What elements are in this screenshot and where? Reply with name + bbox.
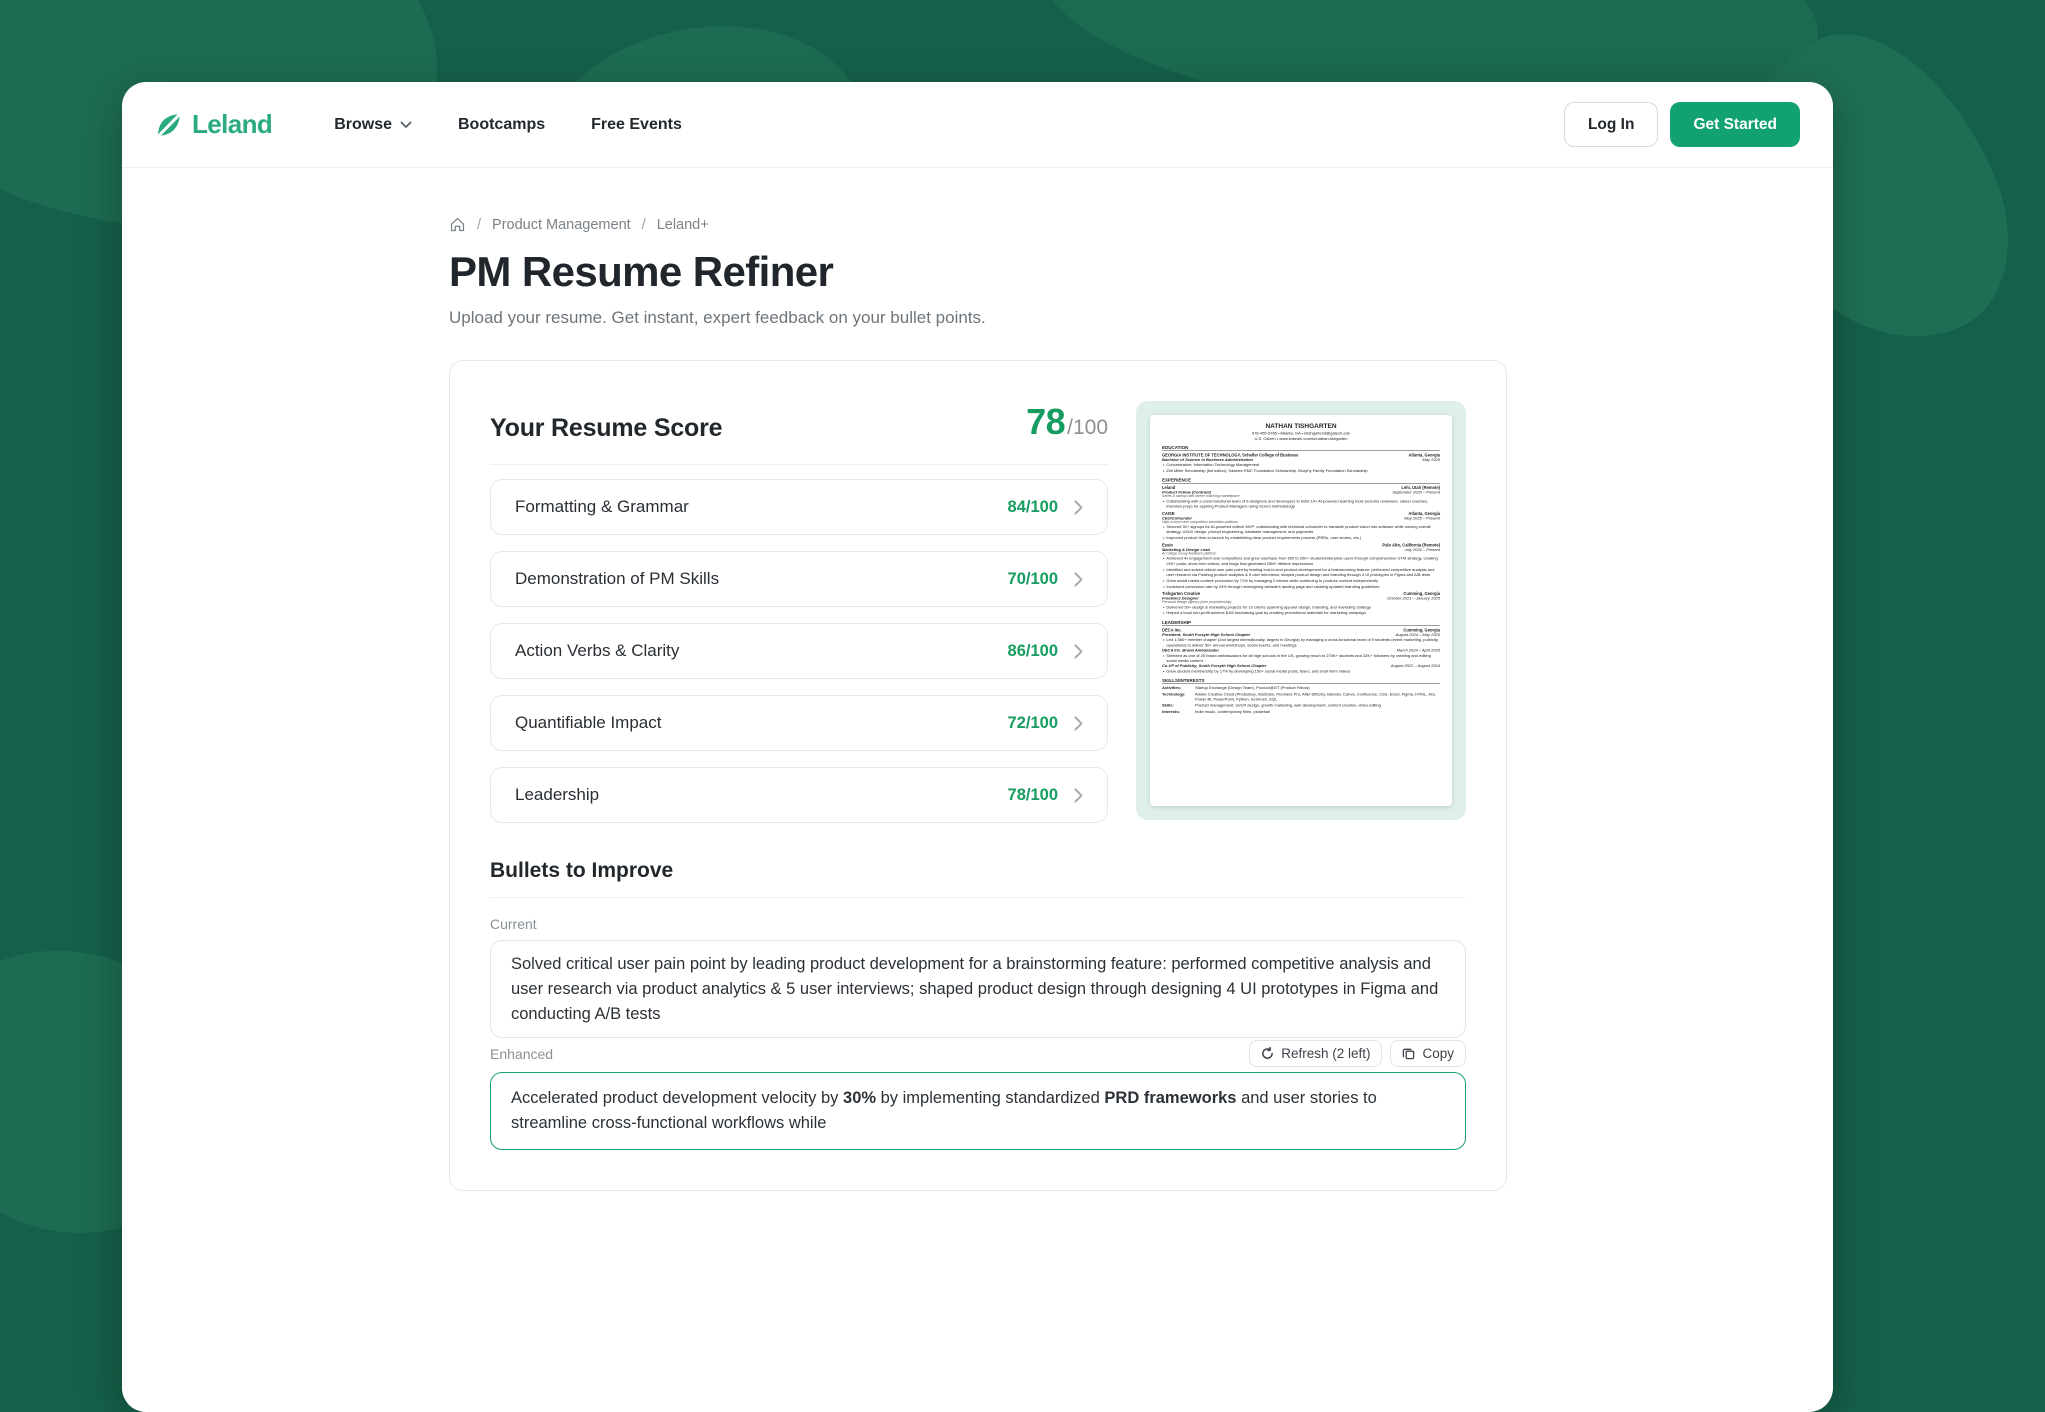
resume-line: • Identified and solved critical user pain point by leading end-to-end product development for a brainstorming feature: performed competitive analysis and user research via Posthog product analytics & 5 user interviews; shaped product design and branding through 4 UI prototypes in Figma and A/B tests — [1163, 567, 1435, 577]
resume-line: Marketing & Design Lead July 2024 – Present — [1162, 547, 1440, 552]
score-row-value — [1008, 570, 1083, 589]
resume-line: • Improved product time-to-launch by establishing clear product requirements process (PRDs, user stories, etc.) — [1163, 535, 1362, 541]
resume-line: • Grew student membership by 17% by developing 150+ social media posts, flyers, and short-form videos — [1163, 668, 1351, 674]
nav-label: Bootcamps — [458, 115, 546, 133]
leland-logo[interactable] — [155, 109, 272, 140]
overall-score-denominator: /100 — [1067, 416, 1108, 439]
header-actions — [1564, 102, 1800, 147]
resume-line: Skills: Product management, UI/UX design, growth marketing, web development, content creation, video editing — [1162, 703, 1381, 708]
overall-score — [1026, 401, 1108, 443]
resume-preview-page — [1150, 415, 1452, 806]
resume-line: Interests: Indie music, contemporary films, pickleball — [1162, 709, 1270, 714]
score-heading: Your Resume Score — [490, 414, 723, 442]
enhanced-toolbar — [490, 1040, 1466, 1067]
resume-line: • Zell Miller Scholarship (full tuition), Sawnee EMC Foundation Scholarship, Murphy Family Foundation Scholarship — [1163, 468, 1368, 473]
resume-line: • Selected as one of 20 brand ambassadors for all high schools in the US, growing reach to 270K+ students and 32K+ followers by creating and editing social media content — [1163, 653, 1431, 664]
resume-line: • Increased conversion rate by 24% through redesigning website's landing page and creating updated branding guidelines — [1163, 584, 1380, 589]
resume-line: High-school case competition simulation platform — [1162, 520, 1239, 524]
score-row-formatting-grammar[interactable] — [490, 479, 1108, 535]
resume-line: • Achieved 4x engagement over competitors and grew userbase from 500 to 20K+ student/enterprise users through comprehensive GTM strategy, creating 200+ posts, short-form videos, and blogs that generated 25M+ lifetime impressions — [1163, 556, 1438, 566]
resume-line: Co-VP of Publicity, South Forsyth High School Chapter August 2022 – August 2024 — [1162, 663, 1440, 669]
score-row-label: Quantifiable Impact — [515, 713, 662, 732]
divider — [490, 464, 1108, 465]
resume-line: CEO/Cofounder May 2025 – Present — [1162, 515, 1440, 521]
resume-line: AI college essay feedback platform — [1162, 551, 1217, 556]
refresh-button-label: Refresh (2 left) — [1281, 1046, 1371, 1062]
nav-label: Free Events — [591, 115, 682, 133]
resume-line: • Led 1,580+ member chapter (2nd largest internationally, largest in Georgia) by managing a cross-functional team of 9 students (event marketing, publicity, operations) to deliver 50+ annual workshops, social events, and meetings — [1163, 637, 1439, 648]
get-started-button[interactable]: Get Started — [1670, 102, 1800, 147]
chevron-right-icon — [1074, 788, 1083, 803]
breadcrumb — [449, 216, 1507, 233]
resume-line: Series A startup with career coaching marketplace — [1162, 494, 1240, 499]
score-row-pm-skills[interactable] — [490, 551, 1108, 607]
resume-line: LEADERSHIP — [1162, 620, 1440, 626]
score-row-score: 72/100 — [1007, 713, 1058, 732]
breadcrumb-item-leland-plus[interactable]: Leland+ — [656, 216, 709, 233]
score-row-action-verbs[interactable] — [490, 623, 1108, 679]
nav-item-bootcamps[interactable] — [458, 116, 545, 134]
resume-line: U.S. Citizen • www.linkedin.com/in/nathan-tishgarten — [1254, 436, 1348, 441]
enhanced-bullet-text — [490, 1072, 1466, 1150]
overall-score-number: 78 — [1026, 401, 1066, 442]
leaf-logo-icon — [155, 111, 183, 139]
bullets-to-improve-heading: Bullets to Improve — [490, 859, 674, 882]
resume-line: EXPERIENCE — [1162, 478, 1440, 484]
score-row-label: Formatting & Grammar — [515, 497, 689, 516]
enhanced-text-fragment: 30% — [843, 1089, 877, 1108]
current-bullet-text: Solved critical user pain point by leading product development for a brainstorming feature: performed competitive analysis and user research via product analytics & 5 user interviews; shaped product design through designing 4 UI prototypes in Figma and conducting A/B tests — [490, 940, 1466, 1038]
score-row-value — [1008, 498, 1083, 517]
score-row-quantifiable-impact[interactable] — [490, 695, 1108, 751]
resume-line: DECA Inc. Cumming, Georgia — [1162, 627, 1440, 633]
score-left-column — [490, 401, 1108, 823]
enhanced-text-fragment: PRD frameworks — [1104, 1089, 1237, 1108]
score-row-value — [1008, 642, 1083, 661]
main-content — [449, 168, 1507, 1191]
copy-button-label: Copy — [1422, 1046, 1454, 1062]
home-icon[interactable] — [449, 216, 466, 233]
resume-line: Bachelor of Science in Business Administration May 2029 — [1162, 457, 1440, 462]
breadcrumb-separator: / — [641, 216, 646, 233]
score-row-value — [1008, 714, 1083, 733]
resume-line: GEORGIA INSTITUTE OF TECHNOLOGY, Scheller College of Business Atlanta, Georgia — [1162, 452, 1440, 458]
resume-line: Tishgarten Creative Cumming, Georgia — [1162, 591, 1440, 597]
resume-line: NATHAN TISHGARTEN — [1265, 422, 1337, 430]
score-header — [490, 401, 1108, 443]
resume-score-card — [449, 360, 1507, 1191]
nav-item-free-events[interactable] — [591, 116, 682, 134]
resume-line: EDUCATION — [1162, 445, 1440, 451]
page-title: PM Resume Refiner — [449, 248, 834, 295]
score-row-label: Leadership — [515, 785, 600, 804]
resume-preview-content — [1150, 415, 1452, 715]
resume-line: Activities: Startup Exchange (Design Team), Product@GT (Product Fellow) — [1162, 685, 1310, 691]
resume-thumbnail[interactable] — [1136, 401, 1466, 820]
resume-line: • Concentration: Information Technology Management — [1163, 462, 1260, 467]
refresh-button[interactable] — [1249, 1040, 1382, 1067]
resume-line: DECA Inc. Brand Ambassador March 2024 – April 2025 — [1162, 648, 1440, 653]
resume-line: Essio Palo Alto, California (Remote) — [1162, 542, 1440, 548]
chevron-right-icon — [1074, 644, 1083, 659]
enhanced-label: Enhanced — [490, 1045, 554, 1062]
resume-line: • Delivered 50+ design & marketing projects for 10 clients spanning apparel design, branding, and marketing strategy — [1163, 604, 1371, 610]
current-label: Current — [490, 916, 537, 932]
score-row-score: 78/100 — [1007, 785, 1058, 804]
resume-line: SKILLS/INTERESTS — [1162, 678, 1440, 684]
nav-label: Browse — [334, 115, 392, 133]
page-subtitle: Upload your resume. Get instant, expert feedback on your bullet points. — [449, 308, 986, 327]
divider — [490, 897, 1466, 898]
refresh-icon — [1261, 1047, 1274, 1060]
breadcrumb-separator: / — [477, 216, 482, 233]
copy-icon — [1402, 1047, 1415, 1060]
enhanced-text-fragment: Accelerated product development velocity by — [511, 1089, 844, 1108]
resume-line: • Secured 30+ signups for AI-powered edtech MVP; collaborating with technical cofounder to translate product vision into software while owning overall strategy, UI/UX design, prompt engineering, database management, and payments — [1163, 524, 1431, 535]
nav-item-browse[interactable] — [334, 116, 412, 134]
chevron-right-icon — [1074, 572, 1083, 587]
score-row-score: 84/100 — [1007, 497, 1058, 516]
resume-line: CAISE Atlanta, Georgia — [1162, 511, 1440, 516]
resume-line: Personal design agency (sole proprietorship) — [1162, 600, 1232, 605]
resume-line: 678-455-5785 • Atlanta, GA • ntishgarten3@gatech.edu — [1251, 431, 1351, 436]
score-row-label: Demonstration of PM Skills — [515, 569, 720, 588]
breadcrumb-item-product-management[interactable]: Product Management — [492, 216, 631, 233]
resume-line: Leland Lehi, Utah (Remote) — [1162, 485, 1440, 491]
resume-line: • Grew social media content production by 71% by managing 2 interns while continuing to produce content independently — [1163, 578, 1379, 583]
score-row-leadership[interactable] — [490, 767, 1108, 823]
score-row-score: 86/100 — [1007, 641, 1058, 660]
chevron-down-icon — [400, 121, 412, 129]
resume-line: • Collaborating with a cross-functional team of 6 designers and developers to build 10+ AI-powered learning tools (resume reviewers, career coaches, interview prep) for aspiring Product Managers using Scrum methodology — [1163, 498, 1429, 509]
copy-button[interactable] — [1390, 1040, 1466, 1067]
score-row-label: Action Verbs & Clarity — [515, 641, 680, 660]
site-header — [122, 82, 1833, 168]
resume-line: Product Fellow (Contract) September 2025 – Present — [1162, 490, 1440, 495]
resume-line: President, South Forsyth High School Chapter August 2024 – May 2025 — [1162, 632, 1440, 637]
score-row-value — [1008, 786, 1083, 805]
enhanced-text-fragment: and user stories to streamline cross-functional workflows while — [511, 1089, 1377, 1132]
page-card — [122, 82, 1833, 1412]
resume-line: • Helped a local non-profit achieve $1M fundraising goal by creating promotional materials for marketing campaign — [1163, 610, 1366, 616]
login-button[interactable]: Log In — [1564, 102, 1659, 147]
chevron-right-icon — [1074, 716, 1083, 731]
enhanced-actions — [1249, 1040, 1466, 1067]
score-section — [490, 401, 1466, 823]
logo-text: Leland — [192, 109, 273, 139]
resume-line: Technology: Adobe Creative Cloud (Photoshop, Illustrator, Premiere Pro, After Effects), Blender, Canva, Confluence, CSS, Excel, Figma, HTML, Jira, Power BI, PowerPoint, Python, Semrush, SQL — [1162, 691, 1436, 702]
resume-line: Freelance Designer October 2021 – January 2025 — [1162, 596, 1440, 601]
main-nav — [334, 116, 682, 134]
enhanced-text-fragment: by implementing standardized — [876, 1089, 1105, 1108]
chevron-right-icon — [1074, 500, 1083, 515]
score-row-score: 70/100 — [1007, 569, 1058, 588]
